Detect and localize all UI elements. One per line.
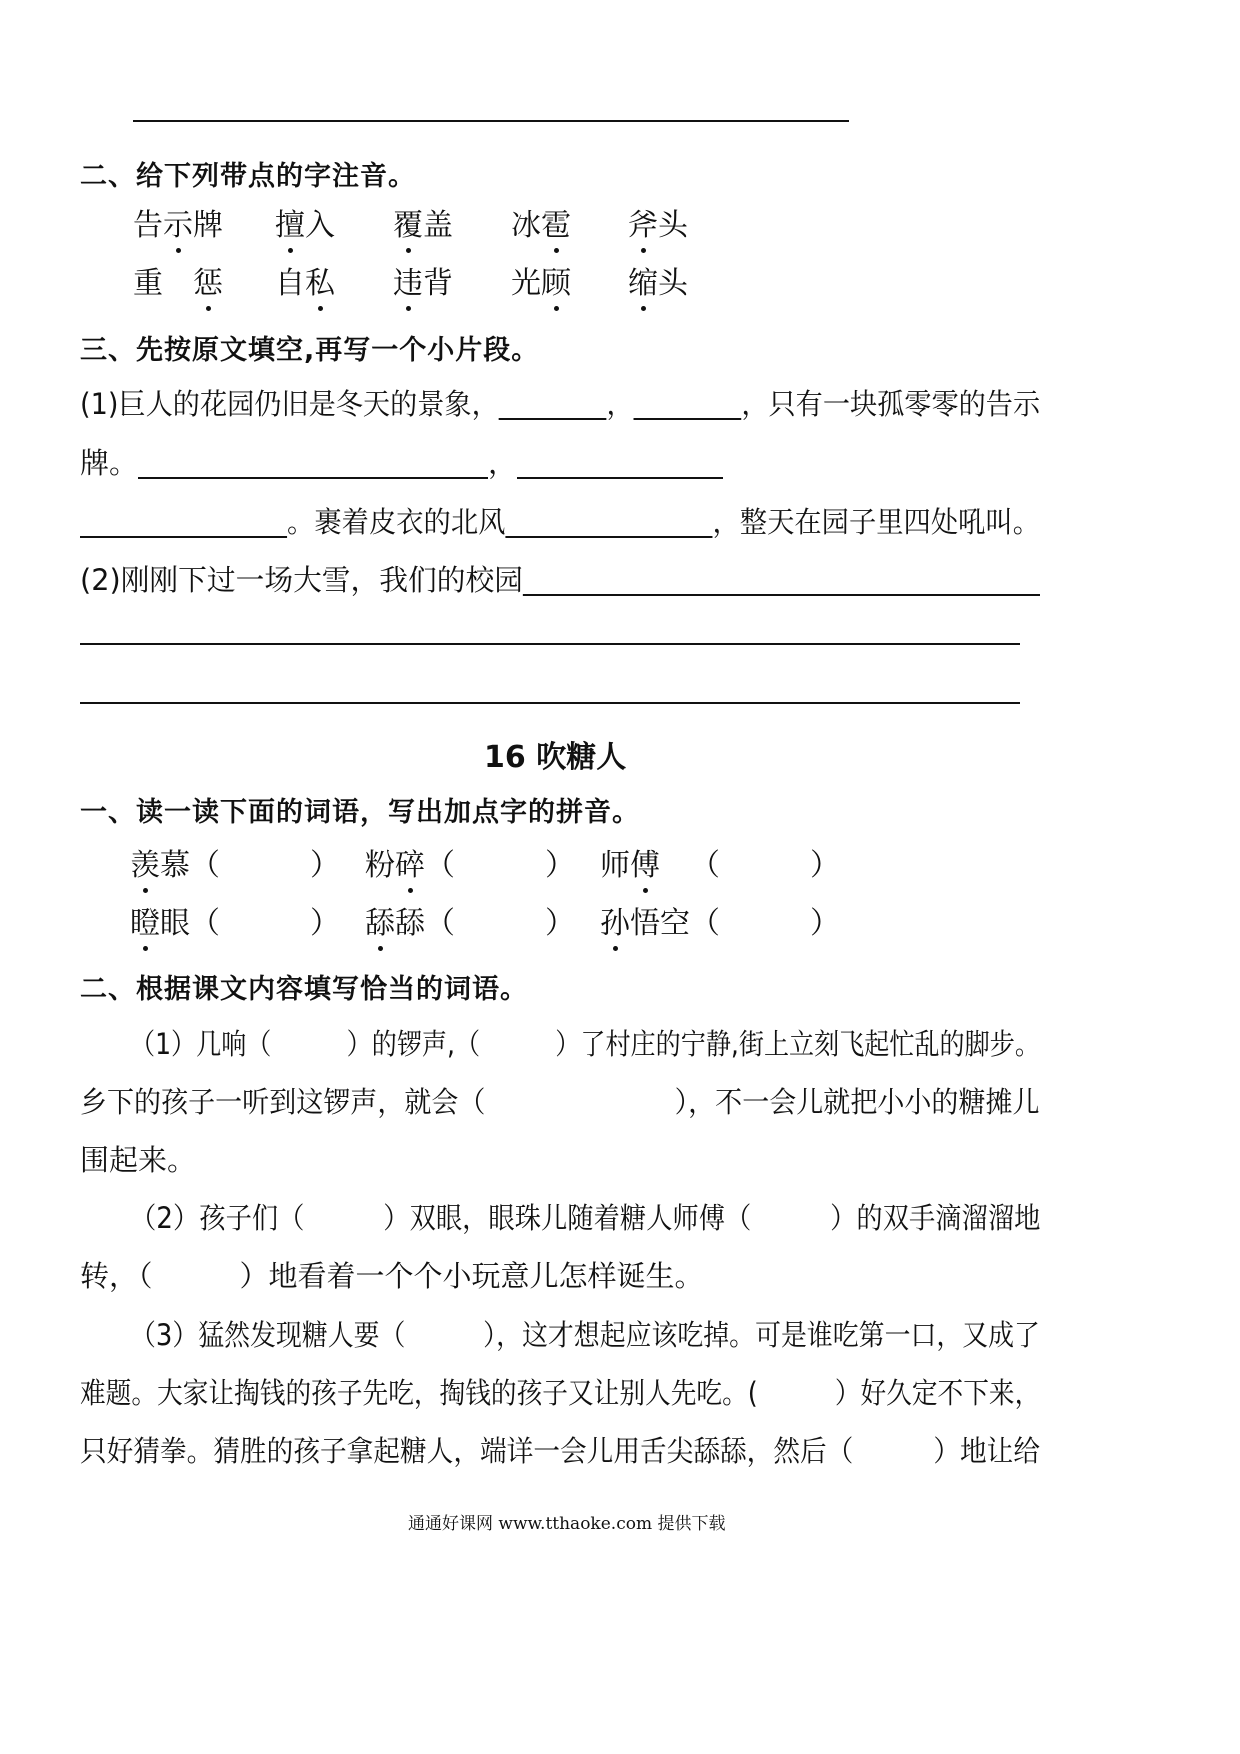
word-item: 舔舔（ ） (365, 898, 575, 942)
paragraph-line: （2）孩子们（ ）双眼，眼珠儿随着糖人师傅（ ）的双手滴溜溜地 (130, 1201, 1041, 1235)
fill-sentence: (1)巨人的花园仍旧是冬天的景象， ， ，只有一块孤零零的告示 (80, 387, 1041, 421)
paragraph-line: 转，（ ）地看着一个个小玩意儿怎样诞生。 (80, 1259, 704, 1293)
word-item: 孙悟空（ ） (600, 898, 840, 942)
word-item: 羡慕（ ） (130, 840, 340, 884)
word-item: 告示牌 (133, 200, 223, 244)
word-item: 覆盖 (393, 200, 453, 244)
section-heading: 一、读一读下面的词语，写出加点字的拼音。 (80, 797, 640, 828)
fill-sentence: 。裹着皮衣的北风 ，整天在园子里四处吼叫。 (80, 500, 1040, 541)
blank-field[interactable] (138, 447, 488, 479)
answer-line[interactable] (133, 120, 849, 122)
word-item: 斧头 (628, 200, 688, 244)
section-heading: 二、根据课文内容填写恰当的词语。 (80, 974, 528, 1005)
word-item: 缩头 (628, 258, 688, 302)
pinyin-blank[interactable]: （ ） (190, 906, 340, 941)
blank-field[interactable] (523, 564, 1040, 596)
pinyin-blank[interactable]: （ ） (425, 848, 575, 883)
pinyin-blank[interactable]: （ ） (425, 906, 575, 941)
word-item: 师傅 （ ） (600, 840, 840, 884)
word-item: 光顾 (511, 258, 571, 302)
blank-field[interactable] (499, 388, 607, 420)
fill-sentence: 牌。 ， (80, 441, 723, 482)
answer-line[interactable] (80, 702, 1020, 704)
pinyin-blank[interactable]: （ ） (190, 848, 340, 883)
paragraph-line: （3）猛然发现糖人要（ ），这才想起应该吃掉。可是谁吃第一口，又成了 (130, 1318, 1040, 1352)
word-item: 冰雹 (511, 200, 571, 244)
paragraph-line: （1）几响（ ）的锣声,（ ）了村庄的宁静,街上立刻飞起忙乱的脚步。 (130, 1027, 1040, 1061)
blank-field[interactable] (505, 506, 712, 538)
word-item: 擅入 (275, 200, 335, 244)
pinyin-blank[interactable]: （ ） (690, 906, 840, 941)
paragraph-line: 围起来。 (80, 1143, 197, 1177)
blank-field[interactable] (80, 506, 287, 538)
paragraph-line: 难题。大家让掏钱的孩子先吃，掏钱的孩子又让别人先吃。( ）好久定不下来， (80, 1376, 1041, 1410)
fill-sentence: (2)刚刚下过一场大雪，我们的校园 (80, 558, 1040, 599)
answer-line[interactable] (80, 643, 1020, 645)
lesson-title: 16 吹糖人 (484, 740, 627, 775)
word-item: 重 惩 (133, 258, 223, 302)
word-item: 自私 (275, 258, 335, 302)
paragraph-line: 乡下的孩子一听到这锣声，就会（ ），不一会儿就把小小的糖摊儿 (80, 1085, 1040, 1119)
word-item: 违背 (393, 258, 453, 302)
blank-field[interactable] (634, 388, 742, 420)
paragraph-line: 只好猜拳。猜胜的孩子拿起糖人，端详一会儿用舌尖舔舔，然后（ ）地让给 (80, 1434, 1041, 1468)
word-item: 粉碎（ ） (365, 840, 575, 884)
blank-field[interactable] (517, 447, 723, 479)
pinyin-blank[interactable]: （ ） (690, 848, 840, 883)
section-heading: 二、给下列带点的字注音。 (80, 161, 416, 192)
section-heading: 三、先按原文填空,再写一个小片段。 (80, 335, 540, 366)
word-item: 瞪眼（ ） (130, 898, 340, 942)
page-footer: 通通好课网 www.tthaoke.com 提供下载 (408, 1514, 726, 1534)
